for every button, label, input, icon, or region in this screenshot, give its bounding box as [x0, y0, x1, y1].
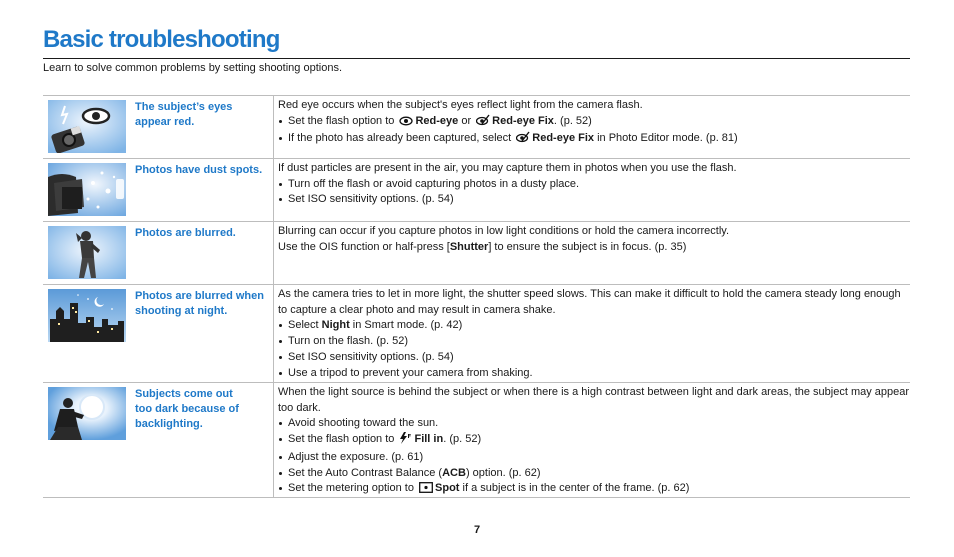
- list-item: Use a tripod to prevent your camera from shaking.: [278, 366, 910, 382]
- dust-spots-illustration-icon: [48, 163, 126, 216]
- list-item: Set the Auto Contrast Balance (ACB) option. (p. 62): [278, 466, 910, 482]
- night-city-illustration-icon: [48, 289, 126, 342]
- table-row: [43, 285, 910, 383]
- svg-text:F: F: [407, 434, 412, 441]
- backlight-illustration-icon: [48, 387, 126, 440]
- page-number: 7: [473, 524, 481, 536]
- issue-title: Photos are blurred.: [135, 227, 236, 239]
- table-row: [43, 96, 910, 159]
- issue-solution: If dust particles are present in the air, you may capture them in photos when you use the flash. Turn off the flash or avoid capturing photos in a dusty place. Set ISO sensitivity options. (p. 54): [274, 159, 910, 221]
- list-item: Set the metering option to Spot if a subject is in the center of the frame. (p. 62): [278, 481, 910, 499]
- title-divider: [43, 58, 910, 59]
- issue-solution: When the light source is behind the subject or when there is a high contrast between light and dark areas, the subject may appear too dark. Avoid shooting toward the sun. Set the flash option to F Fill in. (p. 52) Adjust the exposure. (p. 61) Set the Auto Contrast Balance (ACB) option. (p. 62) Set the metering option to Spot if a subject is in the center of the frame. (p. 62): [274, 383, 910, 497]
- list-item: Set the flash option to Red-eye or Red-eye Fix. (p. 52): [278, 114, 910, 132]
- issue-title: Photos are blurred when shooting at night.: [135, 290, 264, 317]
- list-item: Set the flash option to F Fill in. (p. 52): [278, 432, 910, 450]
- list-item: Set ISO sensitivity options. (p. 54): [278, 192, 910, 208]
- issue-title: Photos have dust spots.: [135, 164, 263, 176]
- list-item: If the photo has already been captured, select Red-eye Fix in Photo Editor mode. (p. 81): [278, 131, 910, 149]
- list-item: Avoid shooting toward the sun.: [278, 416, 910, 432]
- list-item: Turn on the flash. (p. 52): [278, 334, 910, 350]
- photographer-illustration-icon: [48, 226, 126, 279]
- red-eye-fix-icon: [516, 131, 530, 149]
- page-title: Basic troubleshooting: [43, 26, 280, 53]
- table-row: [43, 159, 910, 222]
- issue-solution: Red eye occurs when the subject's eyes reflect light from the camera flash. Set the flash option to Red-eye or Red-eye Fix. (p. 52) If the photo has already been captured, select Red-eye Fix in Photo Editor mode. (p. 81): [274, 96, 910, 158]
- issue-solution: As the camera tries to let in more light, the shutter speed slows. This can make it difficult to hold the camera steady long enough to capture a clear photo and may result in camera shake. Select Night in Smart mode. (p. 42) Turn on the flash. (p. 52) Set ISO sensitivity options. (p. 54) Use a tripod to prevent your camera from shaking.: [274, 285, 910, 382]
- list-item: Adjust the exposure. (p. 61): [278, 450, 910, 466]
- table-row: [43, 222, 910, 285]
- list-item: Select Night in Smart mode. (p. 42): [278, 318, 910, 334]
- list-item: Set ISO sensitivity options. (p. 54): [278, 350, 910, 366]
- fill-in-flash-icon: [399, 432, 412, 450]
- table-row: [43, 383, 910, 498]
- issue-title: The subject’s eyes appear red.: [135, 101, 233, 128]
- red-eye-flash-icon: [399, 115, 413, 132]
- red-eye-camera-illustration-icon: [48, 100, 126, 153]
- spot-metering-icon: [419, 482, 433, 499]
- intro-text: Learn to solve common problems by setting shooting options.: [43, 62, 342, 74]
- list-item: Turn off the flash or avoid capturing photos in a dusty place.: [278, 177, 910, 193]
- red-eye-fix-icon: [476, 114, 490, 132]
- troubleshooting-table: [43, 95, 910, 498]
- issue-solution: Blurring can occur if you capture photos in low light conditions or hold the camera incorrectly. Use the OIS function or half-press [Shutter] to ensure the subject is in focus. (p. 35): [278, 225, 730, 253]
- issue-title: Subjects come out too dark because of backlighting.: [135, 388, 239, 430]
